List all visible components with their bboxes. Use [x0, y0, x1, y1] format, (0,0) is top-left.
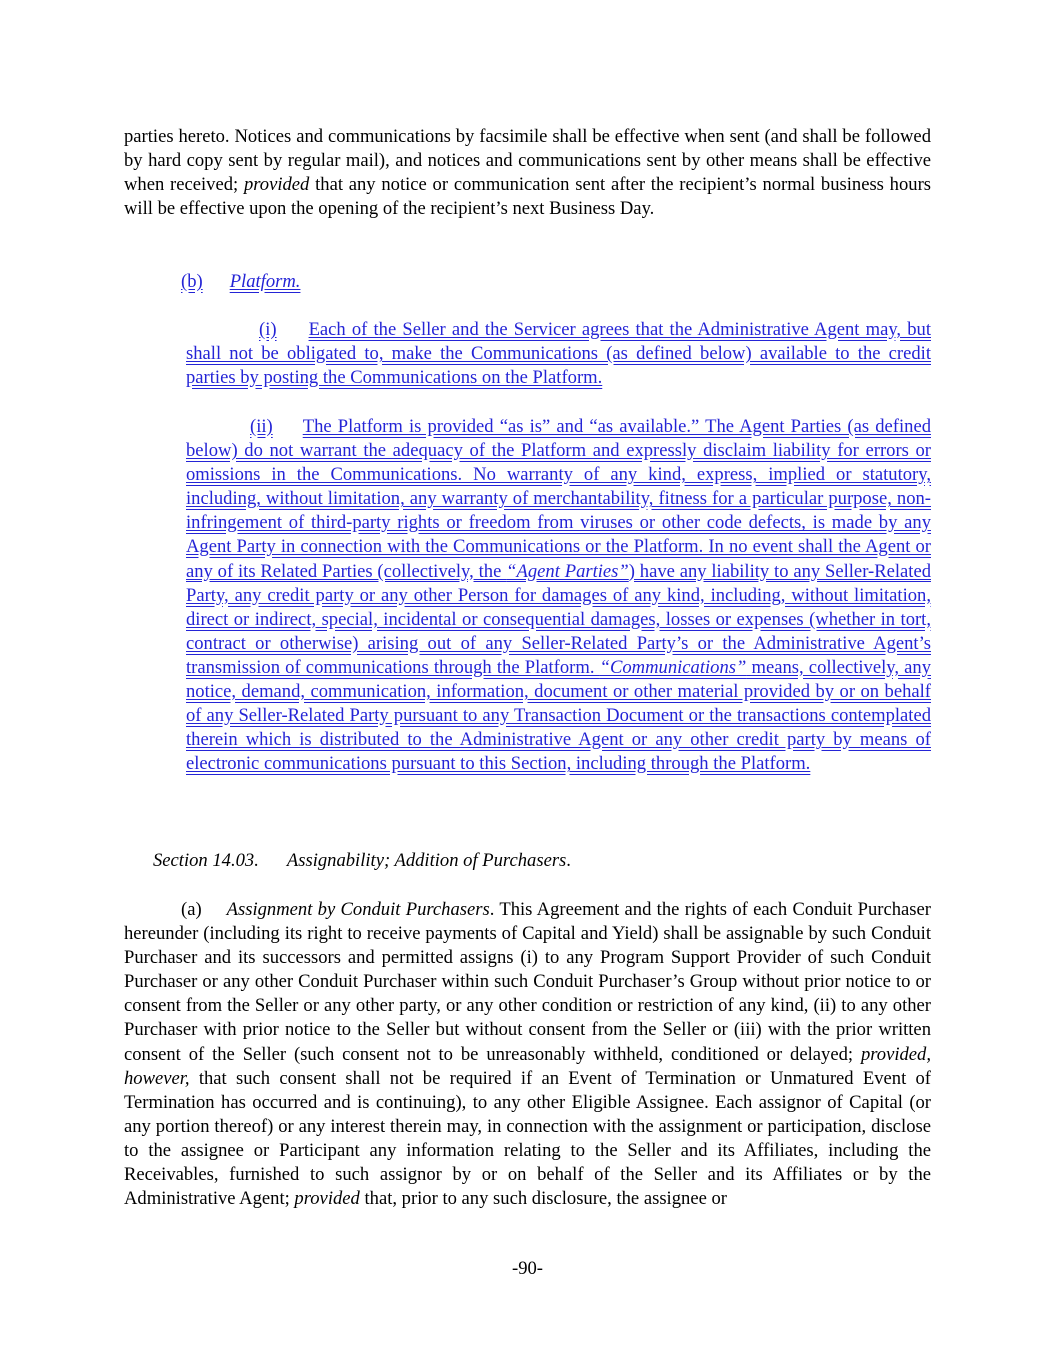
item-i-paragraph	[186, 318, 931, 390]
subsection-a-text-1: . This Agreement and the rights of each Conduit Purchaser hereunder (including its right to receive payments of Capital and Yield) shall be assignable by such Conduit Purchaser and its successors and permitted assigns (i) to any Program Support Provider of such Conduit Purchaser or any other Conduit Purchaser within such Conduit Purchaser’s Group without prior notice to or consent from the Seller or any other party, or any other condition or restriction of any kind, (ii) to any other Purchaser with prior notice to the Seller but without consent from the Seller or (iii) with the prior written consent of the Seller (such consent not to be unreasonably withheld, conditioned or delayed;	[124, 899, 931, 1065]
page-number: -90-	[512, 1258, 543, 1279]
item-ii-paragraph	[186, 415, 931, 776]
notices-text-1: parties hereto. Notices and communications by facsimile shall be effective when sent (and shall be followed by hard copy sent by regular mail), and notices and communications sent by other means shall be effective when received;	[124, 126, 931, 196]
item-ii-number: (ii)	[250, 416, 273, 437]
paragraph-notices	[124, 125, 931, 221]
subsection-a-text-3: that, prior to any such disclosure, the assignee or	[359, 1188, 727, 1210]
term-agent-parties: “Agent Parties”	[506, 560, 629, 582]
subsection-a-title: Assignment by Conduit Purchasers	[226, 899, 490, 920]
subsection-a-paragraph	[124, 898, 931, 1211]
item-ii-text-1: The Platform is provided “as is” and “as available.” The Agent Parties (as defined below) do not warrant the adequacy of the Platform and expressly disclaim liability for errors or omissions in the Communications. No warranty of any kind, express, implied or statutory, including, without limitation, any warranty of merchantability, fitness for a particular purpose, non-infringement of third-party rights or freedom from viruses or other code defects, is made by any Agent Party in connection with the Communications or the Platform. In no event shall the Agent or any of its Related Parties (collectively, the	[186, 416, 931, 582]
item-i-text: Each of the Seller and the Servicer agrees that the Administrative Agent may, but shall not be obligated to, make the Communications (as defined below) available to the credit parties by posting the Communications on the Platform.	[186, 319, 931, 389]
subsection-a-text-2: that such consent shall not be required if an Event of Termination or Unmatured Event of Termination has occurred and is continuing), to any other Eligible Assignee. Each assignor of Capital (or any portion thereof) or any interest therein may, in connection with the assignment or participation, disclose to the assignee or Participant any information relating to the Seller and its Affiliates, including the Receivables, furnished to such assignor by or on behalf of the Seller and its Affiliates or by the Administrative Agent;	[124, 1067, 931, 1210]
item-i-number: (i)	[259, 319, 277, 340]
section-title: Assignability; Addition of Purchasers	[286, 850, 567, 871]
provided-however: provided, however,	[124, 1043, 931, 1089]
subsection-a-number: (a)	[181, 899, 202, 920]
term-communications: “Communications”	[599, 656, 747, 678]
subsection-b-heading	[124, 270, 931, 294]
item-ii-text-3: means, collectively, any notice, demand, communication, information, document or other material provided by or on behalf of any Seller-Related Party pursuant to any Transaction Document or the transactions contemplated therein which is distributed to the Administrative Agent or any other credit party by means of electronic communications pursuant to this Section, including through the Platform.	[186, 656, 931, 775]
section-number: Section 14.03.	[153, 850, 259, 871]
notices-text-2: that any notice or communication sent after the recipient’s normal business hours will be effective upon the opening of the recipient’s next Business Day.	[124, 174, 932, 220]
notices-provided: provided	[243, 174, 310, 196]
subsection-b-number: (b)	[181, 271, 203, 292]
subsection-a-provided: provided	[294, 1188, 360, 1210]
subsection-b-title: Platform.	[229, 271, 301, 292]
item-ii-text-2: ) have any liability to any Seller-Related Party, any credit party or any other Person for damages of any kind, including, without limitation, direct or indirect, special, incidental or consequential damages, losses or expenses (whether in tort, contract or otherwise) arising out of any Seller-Related Party’s or the Administrative Agent’s transmission of communications through the Platform.	[186, 560, 931, 678]
section-period: .	[566, 850, 571, 871]
section-heading	[153, 849, 853, 873]
